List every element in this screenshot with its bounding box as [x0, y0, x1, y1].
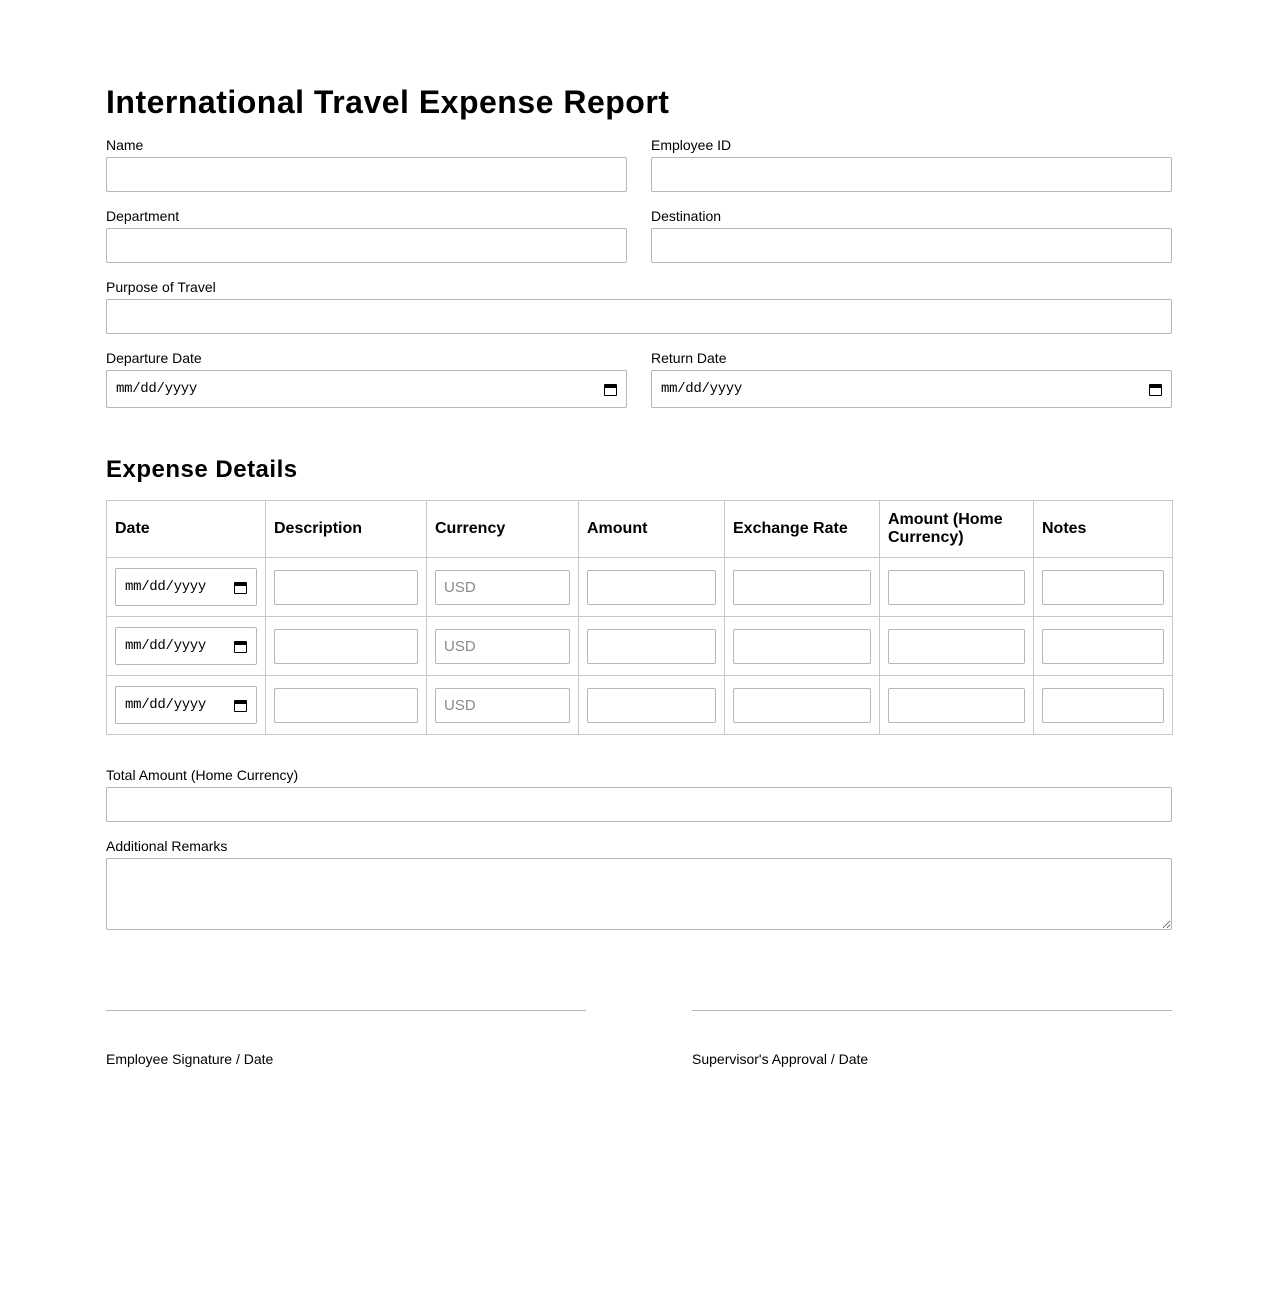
exchange-rate-cell	[725, 617, 880, 676]
column-header-home-amount: Amount (Home Currency)	[880, 501, 1034, 558]
purpose-input[interactable]	[106, 299, 1172, 334]
amount-input[interactable]	[587, 570, 716, 605]
return-date-placeholder: mm/dd/yyyy	[661, 381, 743, 397]
name-label: Name	[106, 137, 144, 153]
column-header-description: Description	[266, 501, 427, 558]
table-row	[107, 676, 1173, 735]
total-amount-input[interactable]	[106, 787, 1172, 822]
expense-date-input[interactable]	[115, 568, 257, 606]
description-cell	[266, 617, 427, 676]
home-amount-cell	[880, 676, 1034, 735]
expense-date-placeholder: mm/dd/yyyy	[125, 697, 207, 713]
date-cell	[107, 676, 266, 735]
home-amount-input[interactable]	[888, 688, 1025, 723]
expense-table-header	[107, 501, 1173, 558]
calendar-icon[interactable]	[234, 581, 247, 594]
currency-cell	[427, 558, 579, 617]
column-header-currency: Currency	[427, 501, 579, 558]
column-header-exchange-rate: Exchange Rate	[725, 501, 880, 558]
expense-details-title: Expense Details	[106, 456, 298, 483]
amount-input[interactable]	[587, 629, 716, 664]
notes-input[interactable]	[1042, 688, 1164, 723]
home-amount-input[interactable]	[888, 629, 1025, 664]
home-amount-input[interactable]	[888, 570, 1025, 605]
expense-date-input[interactable]	[115, 627, 257, 665]
return-date-input[interactable]	[651, 370, 1172, 408]
notes-input[interactable]	[1042, 629, 1164, 664]
destination-label: Destination	[651, 208, 722, 224]
expense-date-input[interactable]	[115, 686, 257, 724]
departure-date-placeholder: mm/dd/yyyy	[116, 381, 198, 397]
table-row	[107, 617, 1173, 676]
department-label: Department	[106, 208, 180, 224]
date-cell	[107, 558, 266, 617]
column-header-notes: Notes	[1034, 501, 1173, 558]
home-amount-cell	[880, 617, 1034, 676]
amount-input[interactable]	[587, 688, 716, 723]
exchange-rate-input[interactable]	[733, 570, 871, 605]
currency-input[interactable]	[435, 629, 570, 664]
page-title: International Travel Expense Report	[106, 84, 670, 120]
description-input[interactable]	[274, 688, 418, 723]
currency-input[interactable]	[435, 688, 570, 723]
calendar-icon[interactable]	[234, 640, 247, 653]
currency-cell	[427, 676, 579, 735]
expense-table	[106, 500, 1173, 735]
exchange-rate-input[interactable]	[733, 629, 871, 664]
supervisor-signature-line	[692, 1010, 1172, 1011]
departure-date-label: Departure Date	[106, 350, 202, 366]
calendar-icon[interactable]	[1149, 383, 1162, 396]
departure-date-input[interactable]	[106, 370, 627, 408]
remarks-textarea[interactable]	[106, 858, 1172, 930]
return-date-label: Return Date	[651, 350, 727, 366]
amount-cell	[579, 617, 725, 676]
currency-cell	[427, 617, 579, 676]
home-amount-cell	[880, 558, 1034, 617]
calendar-icon[interactable]	[604, 383, 617, 396]
description-cell	[266, 676, 427, 735]
employee-signature-line	[106, 1010, 586, 1011]
purpose-label: Purpose of Travel	[106, 279, 216, 295]
notes-input[interactable]	[1042, 570, 1164, 605]
description-input[interactable]	[274, 629, 418, 664]
name-input[interactable]	[106, 157, 627, 192]
department-input[interactable]	[106, 228, 627, 263]
exchange-rate-input[interactable]	[733, 688, 871, 723]
exchange-rate-cell	[725, 676, 880, 735]
destination-input[interactable]	[651, 228, 1172, 263]
notes-cell	[1034, 558, 1173, 617]
exchange-rate-cell	[725, 558, 880, 617]
amount-cell	[579, 558, 725, 617]
notes-cell	[1034, 676, 1173, 735]
employee-id-label: Employee ID	[651, 137, 732, 153]
employee-id-input[interactable]	[651, 157, 1172, 192]
notes-cell	[1034, 617, 1173, 676]
employee-signature-label: Employee Signature / Date	[106, 1051, 274, 1067]
description-input[interactable]	[274, 570, 418, 605]
table-row	[107, 558, 1173, 617]
column-header-amount: Amount	[579, 501, 725, 558]
expense-date-placeholder: mm/dd/yyyy	[125, 638, 207, 654]
total-amount-label: Total Amount (Home Currency)	[106, 767, 299, 783]
supervisor-approval-label: Supervisor's Approval / Date	[692, 1051, 869, 1067]
expense-date-placeholder: mm/dd/yyyy	[125, 579, 207, 595]
column-header-date: Date	[107, 501, 266, 558]
amount-cell	[579, 676, 725, 735]
description-cell	[266, 558, 427, 617]
remarks-label: Additional Remarks	[106, 838, 228, 854]
date-cell	[107, 617, 266, 676]
currency-input[interactable]	[435, 570, 570, 605]
calendar-icon[interactable]	[234, 699, 247, 712]
